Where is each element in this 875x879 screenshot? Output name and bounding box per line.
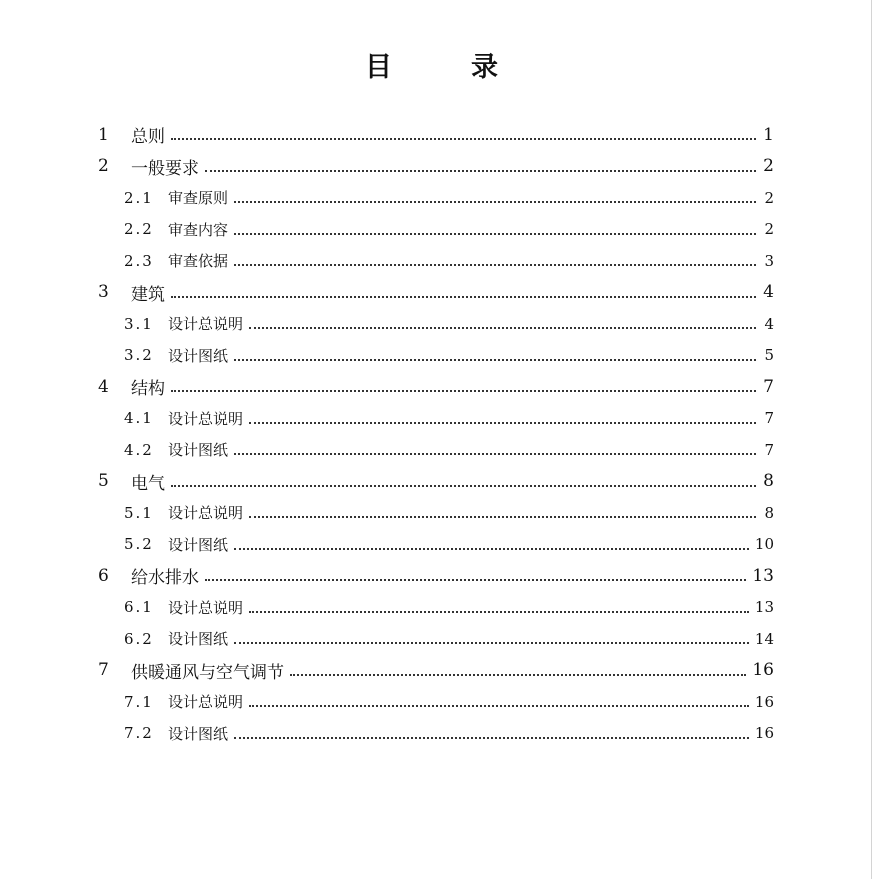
toc-chapter-entry[interactable] — [98, 119, 774, 151]
toc-dot-leader — [234, 736, 749, 739]
toc-entry-page-number: 1 — [763, 124, 774, 145]
toc-entry-page-number: 4 — [764, 314, 774, 333]
toc-dot-leader — [249, 326, 756, 329]
toc-dot-leader — [249, 610, 749, 613]
toc-entry-label: 总则 — [131, 127, 165, 148]
toc-entry-label: 设计总说明 — [168, 409, 244, 428]
toc-entry-number: 2.3 — [124, 251, 154, 270]
toc-entry-page-number: 2 — [764, 188, 774, 207]
toc-entry-page-number: 8 — [764, 503, 774, 522]
toc-entry-number: 5.1 — [124, 503, 154, 522]
toc-section-entry[interactable] — [98, 686, 774, 718]
toc-dot-leader — [205, 578, 746, 581]
toc-chapter-entry[interactable] — [98, 277, 774, 309]
toc-entry-number: 2 — [98, 156, 111, 177]
toc-dot-leader — [234, 263, 756, 266]
toc-entry-label: 审查原则 — [168, 189, 229, 208]
toc-dot-leader — [234, 358, 756, 361]
toc-entry-number: 3.2 — [124, 346, 154, 365]
toc-entry-number: 4 — [98, 376, 111, 397]
toc-entry-number: 5 — [98, 471, 111, 492]
toc-entry-label: 一般要求 — [131, 158, 199, 179]
toc-section-entry[interactable] — [98, 308, 774, 340]
toc-entry-label: 审查内容 — [168, 220, 229, 239]
toc-chapter-entry[interactable] — [98, 151, 774, 183]
toc-entry-number: 4.2 — [124, 440, 154, 459]
toc-entry-page-number: 8 — [763, 471, 774, 492]
toc-entry-page-number: 2 — [764, 220, 774, 239]
toc-section-entry[interactable] — [98, 623, 774, 655]
toc-entry-label: 设计总说明 — [168, 598, 244, 617]
toc-section-entry[interactable] — [98, 245, 774, 277]
toc-entry-number: 5.2 — [124, 535, 154, 554]
toc-entry-label: 设计图纸 — [168, 630, 229, 649]
toc-dot-leader — [171, 389, 756, 392]
toc-entry-page-number: 5 — [764, 346, 774, 365]
toc-entry-page-number: 3 — [764, 251, 774, 270]
toc-entry-label: 结构 — [131, 379, 165, 400]
toc-dot-leader — [171, 137, 756, 140]
toc-chapter-entry[interactable] — [98, 655, 774, 687]
toc-entry-label: 给水排水 — [131, 568, 199, 589]
toc-section-entry[interactable] — [98, 214, 774, 246]
toc-dot-leader — [234, 452, 756, 455]
toc-entry-number: 6.1 — [124, 598, 154, 617]
toc-section-entry[interactable] — [98, 403, 774, 435]
toc-section-entry[interactable] — [98, 434, 774, 466]
toc-entry-label: 审查依据 — [168, 252, 229, 271]
page-edge-divider — [871, 0, 872, 879]
toc-entry-page-number: 16 — [752, 660, 774, 681]
toc-entry-page-number: 13 — [752, 565, 774, 586]
table-of-contents — [98, 119, 774, 749]
toc-entry-number: 6 — [98, 565, 111, 586]
toc-dot-leader — [234, 547, 749, 550]
toc-dot-leader — [234, 200, 756, 203]
toc-chapter-entry[interactable] — [98, 371, 774, 403]
toc-dot-leader — [249, 515, 756, 518]
toc-entry-number: 2.2 — [124, 220, 154, 239]
toc-entry-label: 设计图纸 — [168, 724, 229, 743]
toc-entry-page-number: 13 — [754, 598, 774, 617]
toc-chapter-entry[interactable] — [98, 560, 774, 592]
toc-entry-label: 电气 — [131, 473, 165, 494]
toc-entry-page-number: 7 — [764, 440, 774, 459]
toc-entry-label: 设计图纸 — [168, 441, 229, 460]
toc-entry-number: 7 — [98, 660, 111, 681]
toc-entry-page-number: 2 — [763, 156, 774, 177]
toc-entry-number: 3.1 — [124, 314, 154, 333]
toc-dot-leader — [205, 169, 756, 172]
toc-entry-number: 4.1 — [124, 409, 154, 428]
toc-entry-number: 7.2 — [124, 724, 154, 743]
toc-title: 目 录 — [365, 52, 524, 83]
toc-dot-leader — [290, 673, 746, 676]
toc-entry-number: 2.1 — [124, 188, 154, 207]
toc-entry-label: 设计总说明 — [168, 693, 244, 712]
toc-entry-page-number: 7 — [764, 409, 774, 428]
toc-entry-number: 7.1 — [124, 692, 154, 711]
toc-entry-label: 供暖通风与空气调节 — [131, 662, 284, 683]
toc-section-entry[interactable] — [98, 529, 774, 561]
toc-entry-label: 设计图纸 — [168, 535, 229, 554]
toc-entry-page-number: 14 — [754, 629, 774, 648]
toc-dot-leader — [249, 704, 749, 707]
toc-section-entry[interactable] — [98, 182, 774, 214]
toc-entry-label: 设计总说明 — [168, 504, 244, 523]
toc-section-entry[interactable] — [98, 340, 774, 372]
toc-entry-page-number: 16 — [754, 692, 774, 711]
toc-entry-page-number: 16 — [754, 724, 774, 743]
toc-entry-page-number: 7 — [763, 376, 774, 397]
toc-dot-leader — [234, 641, 749, 644]
toc-section-entry[interactable] — [98, 592, 774, 624]
toc-entry-number: 6.2 — [124, 629, 154, 648]
toc-entry-number: 3 — [98, 282, 111, 303]
toc-entry-label: 建筑 — [131, 284, 165, 305]
toc-entry-number: 1 — [98, 124, 111, 145]
toc-chapter-entry[interactable] — [98, 466, 774, 498]
toc-entry-page-number: 4 — [763, 282, 774, 303]
toc-entry-page-number: 10 — [754, 535, 774, 554]
toc-section-entry[interactable] — [98, 497, 774, 529]
toc-entry-label: 设计总说明 — [168, 315, 244, 334]
toc-dot-leader — [171, 484, 756, 487]
toc-dot-leader — [171, 295, 756, 298]
toc-entry-label: 设计图纸 — [168, 346, 229, 365]
toc-section-entry[interactable] — [98, 718, 774, 750]
toc-dot-leader — [249, 421, 756, 424]
toc-dot-leader — [234, 232, 756, 235]
